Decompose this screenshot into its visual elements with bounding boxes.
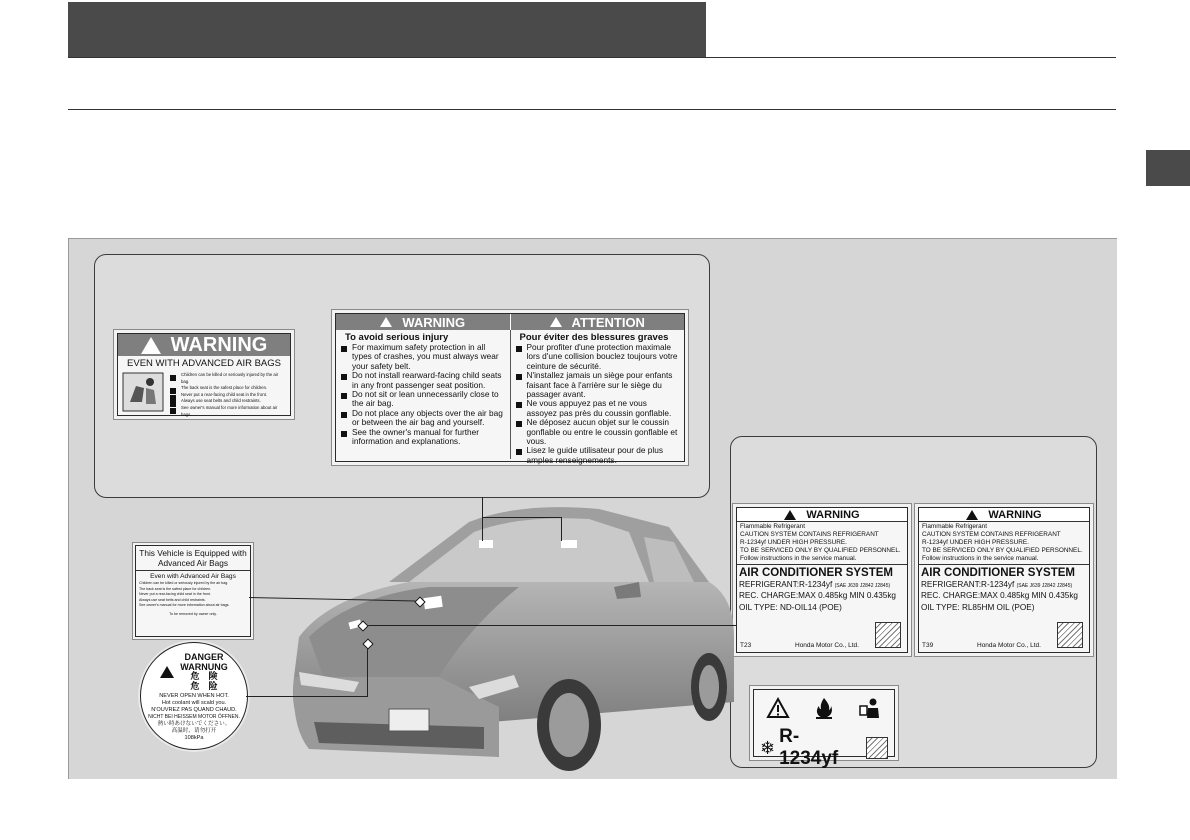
snowflake-icon: ❄	[760, 737, 776, 758]
label-locations-figure	[68, 238, 1117, 779]
airbag-warning-title: WARNING	[118, 334, 290, 356]
ac-oil-line: OIL TYPE: ND-OIL14 (POE)	[739, 603, 842, 613]
ac-system-title: AIR CONDITIONER SYSTEM	[921, 567, 1075, 580]
ac-oil-line: OIL TYPE: RL85HM OIL (POE)	[921, 603, 1035, 613]
ac-label-code: T39	[922, 642, 934, 649]
hatched-area	[1057, 622, 1083, 648]
leader-line	[561, 517, 562, 541]
warning-triangle-icon	[966, 510, 978, 520]
ac-charge-line: REC. CHARGE:MAX 0.485kg MIN 0.435kg	[921, 591, 1078, 601]
hood-label-heading: Even with Advanced Air Bags	[150, 573, 236, 580]
leader-line	[482, 497, 483, 517]
ac-label-maker: Honda Motor Co., Ltd.	[977, 642, 1041, 649]
ac-label-code: T23	[740, 642, 752, 649]
warning-triangle-icon	[784, 510, 796, 520]
visor-en-list: For maximum safety protection in all types of crashes, you must always wear your safety belt. Do not install rearward-facing child seats in any front passenger seat position. Do not sit or lean unnecessarily close to the air bag. Do not place any objects over the air bag or between the air bag and yourself. See the owner's manual for further information and explanations.	[341, 343, 505, 446]
ac-label-caution: Flammable Refrigerant CAUTION SYSTEM CONTAINS REFRIGERANT R-1234yf UNDER HIGH PRESSURE. TO BE SERVICED ONLY BY QUALIFIED PERSONNEL. Follow instructions in the service manual.	[919, 522, 1089, 565]
service-manual-icon	[858, 697, 882, 719]
header-rule	[68, 57, 1116, 58]
chapter-tab[interactable]	[1146, 150, 1190, 186]
ac-label-title: WARNING	[737, 508, 907, 522]
flammable-icon	[814, 697, 834, 719]
sun-visor-warning-label	[335, 313, 685, 465]
leader-line	[482, 517, 483, 541]
section-header-bar	[68, 2, 706, 57]
hatched-area	[875, 622, 901, 648]
warning-triangle-icon	[160, 666, 174, 678]
radiator-cap-label: DANGER WARNUNG 危 険 危 险 NEVER OPEN WHEN HOT. Hot coolant will scald you. N'OUVREZ PAS QUAND CHAUD. NICHT BEI HEISSEM MOTOR ÖFFNEN. 熱い時あけないでください。 高温时，请勿打开 108kPa	[140, 642, 248, 750]
visor-en-heading: To avoid serious injury	[345, 332, 449, 343]
ac-refrigerant-line: REFRIGERANT:R-1234yf (SAE J639 J2842 J2845)	[739, 580, 891, 590]
hatched-area	[866, 737, 888, 759]
subheader-rule	[68, 109, 1116, 110]
visor-fr-title: ATTENTION	[511, 314, 685, 330]
airbag-warning-bullets: Children can be killed or seriously injured by the air bag. The back seat is the safest place for children. Never put a rear-facing child seat in the front. Always use seat belts and child restraints. See owner's manual for more information about air bags.	[170, 372, 286, 418]
warning-triangle-icon	[380, 317, 392, 327]
refrigerant-code: R-1234yf	[779, 726, 839, 769]
hood-label-footer: To be removed by owner only.	[169, 611, 217, 616]
caution-triangle-icon	[766, 697, 790, 719]
leader-line	[362, 625, 736, 626]
airbag-warning-label	[117, 333, 291, 416]
ac-label-t23	[736, 507, 908, 653]
hood-airbag-notice-label	[135, 545, 251, 637]
leader-line	[482, 517, 562, 518]
hood-label-header: This Vehicle is Equipped with Advanced Air Bags	[139, 548, 247, 568]
hood-label-body: Children can be killed or seriously injured by the air bag. The back seat is the safest place for children. Never put a rear-facing child seat in the front. Always use seat belts and child restraints. See owner's manual for more information about air bags.	[139, 581, 230, 608]
visor-fr-list: Pour profiter d'une protection maximale lors d'une collision bouclez toujours votre ceinture de sécurité. N'installez jamais un siège pour enfants faisant face à l'arrière sur le siège du passager avant. Ne vous appuyez pas et ne vous assoyez pas près du coussin gonflable. Ne déposez aucun objet sur le coussin gonflable ou entre le coussin gonflable et vous. Lisez le guide utilisateur pour de plus amples renseignements.	[516, 343, 680, 465]
ac-label-t39	[918, 507, 1090, 653]
warning-triangle-icon	[550, 317, 562, 327]
car-illustration	[269, 487, 739, 779]
radiator-cap-text: NEVER OPEN WHEN HOT. Hot coolant will scald you. N'OUVREZ PAS QUAND CHAUD. NICHT BEI HEISSEM MOTOR ÖFFNEN. 熱い時あけないでください。 高温时，请勿打开 108kPa	[148, 693, 240, 741]
refrigerant-symbol-label	[753, 689, 895, 769]
ac-label-caution: Flammable Refrigerant CAUTION SYSTEM CONTAINS REFRIGERANT R-1234yf UNDER HIGH PRESSURE. TO BE SERVICED ONLY BY QUALIFIED PERSONNEL. Follow instructions in the service manual.	[737, 522, 907, 565]
ac-label-maker: Honda Motor Co., Ltd.	[795, 642, 859, 649]
visor-fr-heading: Pour éviter des blessures graves	[519, 332, 669, 343]
leader-line	[367, 643, 368, 697]
leader-line	[246, 696, 368, 697]
ac-label-title: WARNING	[919, 508, 1089, 522]
warning-triangle-icon	[141, 337, 161, 354]
visor-en-title: WARNING	[336, 314, 510, 330]
ac-charge-line: REC. CHARGE:MAX 0.485kg MIN 0.435kg	[739, 591, 896, 601]
child-seat-pictogram-icon	[122, 372, 164, 412]
ac-system-title: AIR CONDITIONER SYSTEM	[739, 567, 893, 580]
ac-refrigerant-line: REFRIGERANT:R-1234yf (SAE J639 J2842 J2845)	[921, 580, 1073, 590]
airbag-warning-subtitle: EVEN WITH ADVANCED AIR BAGS	[127, 358, 281, 369]
